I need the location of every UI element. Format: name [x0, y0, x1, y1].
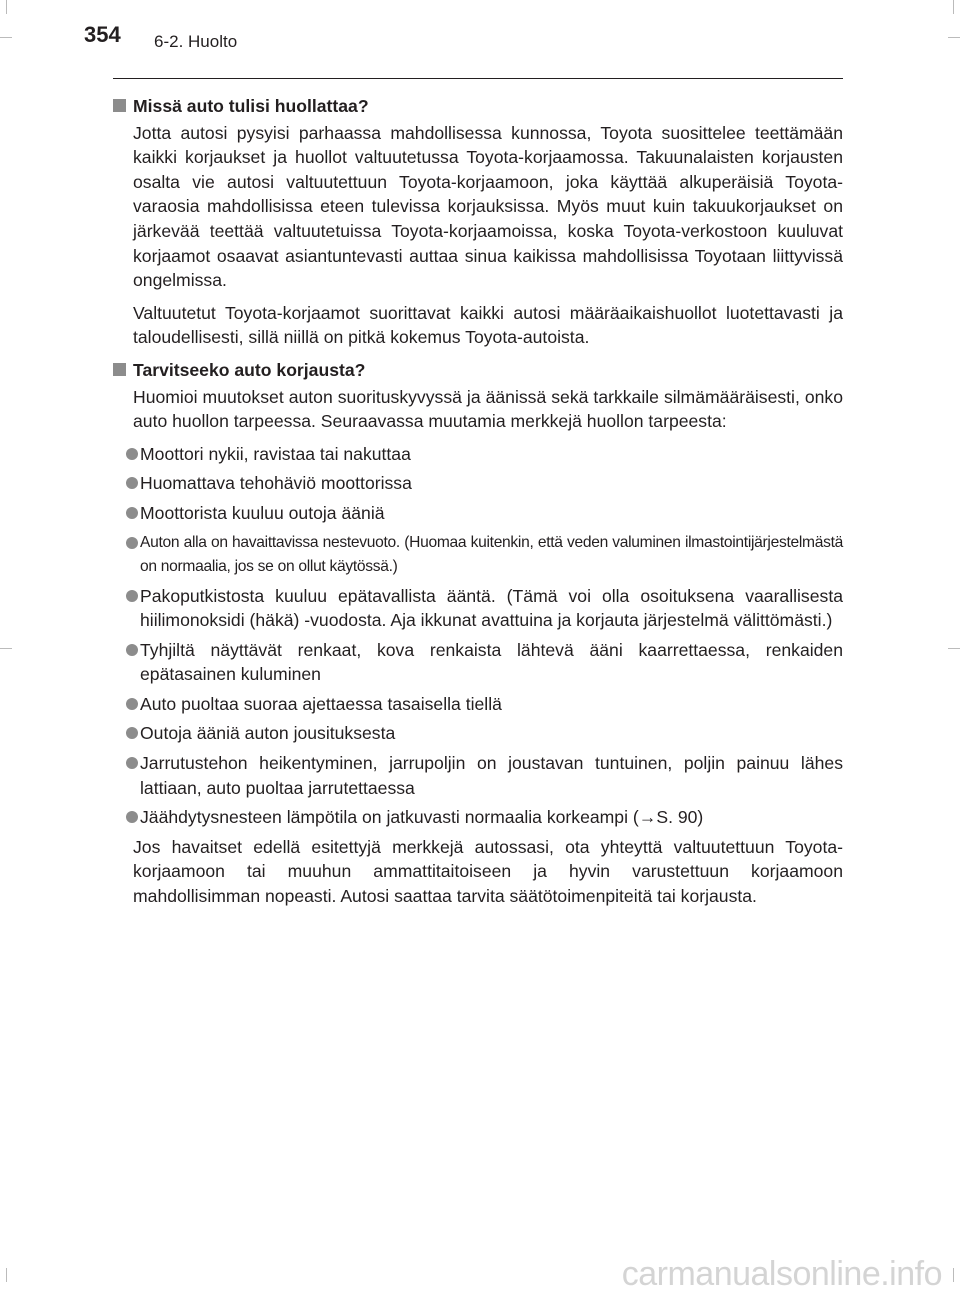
list-item: [113, 638, 843, 687]
circle-bullet-icon: [126, 448, 138, 460]
page-header: [84, 22, 844, 58]
section-heading-text: Tarvitseeko auto korjausta?: [133, 359, 366, 380]
square-bullet-icon: [113, 363, 126, 376]
page-content: [113, 94, 843, 917]
watermark: carmanualsonline.info: [621, 1255, 942, 1293]
circle-bullet-icon: [126, 477, 138, 489]
list-item: [113, 471, 843, 496]
list-item-text: Pakoputkistosta kuuluu epätavallista ääntä. (Tämä voi olla osoituksena vaarallisesta hiilimonoksidi (häkä) -vuodosta. Aja ikkunat avattuina ja korjauta järjestelmä välittömästi.): [140, 585, 843, 631]
crop-mark: [953, 1268, 954, 1282]
header-rule: [113, 78, 843, 79]
circle-bullet-icon: [126, 590, 138, 602]
section-label: 6-2. Huolto: [154, 32, 238, 51]
list-item-text: Jarrutustehon heikentyminen, jarrupoljin on joustavan tuntuinen, poljin painuu lähes lattiaan, auto puoltaa jarrutettaessa: [140, 753, 843, 798]
circle-bullet-icon: [126, 727, 138, 739]
circle-bullet-icon: [126, 644, 138, 656]
list-item: [113, 692, 843, 717]
list-item: [113, 751, 843, 800]
list-item-text: Tyhjiltä näyttävät renkaat, kova renkaista lähtevä ääni kaarrettaessa, renkaiden epätasainen kuluminen: [140, 639, 843, 685]
list-item-text: Auton alla on havaittavissa nestevuoto. (Huomaa kuitenkin, että veden valuminen ilmastointijärjestelmästä on normaalia, jos se on ollut käytössä.): [140, 533, 843, 575]
crop-mark: [0, 648, 12, 649]
list-item-text: Auto puoltaa suoraa ajettaessa tasaisella tiellä: [140, 693, 502, 714]
body-paragraph: Jotta autosi pysyisi parhaassa mahdollisessa kunnossa, Toyota suosittelee teettämään kaikki korjaukset ja huollot valtuutetussa Toyota-korjaamossa. Takuunalaisten korjausten osalta vie autosi valtuutettuun Toyota-korjaamoon, joka käyttää alkuperäisiä Toyota-varaosia mahdollisissa eteen tulevissa korjauksissa. Myös muut kuin takuukorjaukset on järkevää teettää valtuutetuissa Toyota-korjaamoissa, koska Toyota-verkostoon kuuluvat korjaamot osaavat asiantuntevasti auttaa sinua kaikissa mahdollisissa Toyotaan liittyvissä ongelmissa.: [133, 122, 843, 291]
symptom-list: [113, 442, 843, 830]
list-item-text: Moottori nykii, ravistaa tai nakuttaa: [140, 443, 411, 464]
crop-mark: [0, 37, 12, 38]
closing-paragraph: Jos havaitset edellä esitettyjä merkkejä autossasi, ota yhteyttä valtuutettuun Toyota-korjaamoon tai muuhun ammattitaitoiseen ja hyvin varustettuun korjaamoon mahdollisimman nopeasti. Autosi saattaa tarvita säätötoimenpiteitä tai korjausta.: [133, 836, 843, 907]
circle-bullet-icon: [126, 757, 138, 769]
body-paragraph: Valtuutetut Toyota-korjaamot suorittavat kaikki autosi määräaikaishuollot luotettavasti ja taloudellisesti, sillä niillä on pitkä kokemus Toyota-autoista.: [133, 302, 843, 348]
circle-bullet-icon: [126, 507, 138, 519]
list-item: [113, 584, 843, 633]
list-item: [113, 442, 843, 467]
list-item: [113, 721, 843, 746]
list-item-text: Huomattava tehohäviö moottorissa: [140, 473, 412, 494]
circle-bullet-icon: [126, 811, 138, 823]
section-heading-text: Missä auto tulisi huollattaa?: [133, 96, 369, 116]
list-item-text: Jäähdytysnesteen lämpötila on jatkuvasti normaalia korkeampi (→S. 90): [140, 807, 704, 828]
section-heading: [113, 94, 843, 119]
crop-mark: [953, 0, 954, 14]
page-number: 354: [84, 22, 121, 47]
crop-mark: [948, 648, 960, 649]
square-bullet-icon: [113, 99, 126, 112]
circle-bullet-icon: [126, 537, 138, 549]
list-item: [113, 531, 843, 579]
circle-bullet-icon: [126, 698, 138, 710]
list-item: [113, 501, 843, 526]
crop-mark: [948, 37, 960, 38]
crop-mark: [6, 0, 7, 14]
crop-mark: [6, 1268, 7, 1282]
list-item-text: Outoja ääniä auton jousituksesta: [140, 723, 396, 744]
list-item-text: Moottorista kuuluu outoja ääniä: [140, 502, 385, 523]
body-paragraph: Huomioi muutokset auton suorituskyvyssä ja äänissä sekä tarkkaile silmämääräisesti, onko auto huollon tarpeessa. Seuraavassa muutamia merkkejä huollon tarpeesta:: [133, 386, 843, 432]
section-heading: [113, 358, 843, 383]
list-item: [113, 805, 843, 830]
